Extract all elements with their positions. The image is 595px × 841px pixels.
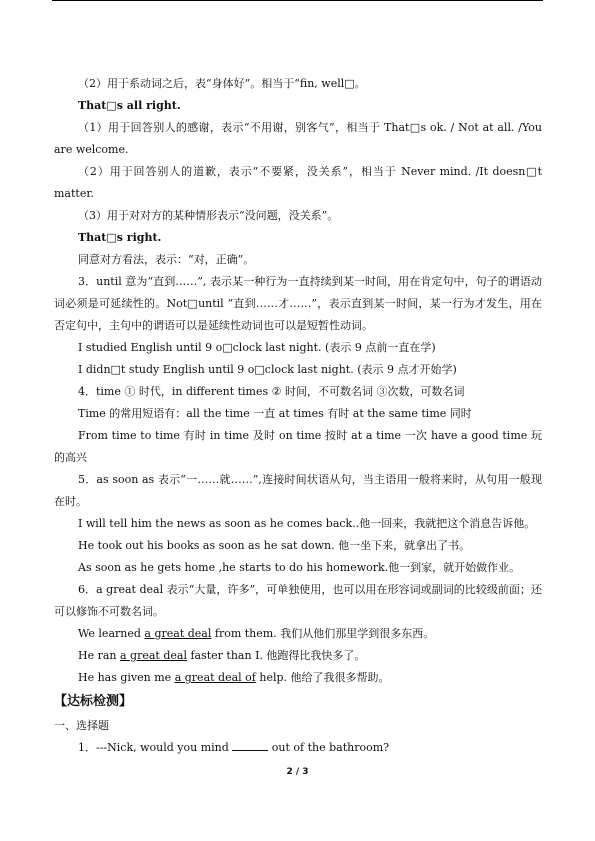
- text-paragraph: （1）用于回答别人的感谢，表示“不用谢，别客气”，相当于 That□s ok. / Not at all. /You are welcome.: [54, 121, 542, 156]
- example-sentence: [54, 645, 542, 667]
- sentence-start: He ran: [78, 649, 117, 662]
- question-text: 1．---Nick, would you mind: [78, 741, 229, 754]
- underlined-phrase: a great deal: [144, 627, 212, 640]
- sentence-start: We learned: [78, 627, 141, 640]
- text-line: 4．time ① 时代，in different times ② 时间，不可数名词 ③次数，可数名词: [78, 385, 465, 398]
- page-number: 2 / 3: [286, 767, 309, 777]
- example-sentence: As soon as he gets home ,he starts to do his homework.他一到家，就开始做作业。: [78, 561, 521, 574]
- sentence-end: faster than I. 他跑得比我快多了。: [190, 649, 366, 662]
- sentence-start: He has given me: [78, 671, 172, 684]
- heading-thats-all-right: That□s all right.: [78, 99, 181, 112]
- page-top-rule: [52, 0, 543, 1]
- underlined-phrase: a great deal of: [174, 671, 256, 684]
- example-sentence: I studied English until 9 o□clock last night. (表示 9 点前一直在学): [78, 341, 436, 354]
- text-paragraph: 5．as soon as 表示“一……就……”,连接时间状语从句，当主语用一般将来时，从句用一般现在时。: [54, 473, 542, 508]
- text-line: 同意对方看法，表示：“对，正确”。: [78, 253, 255, 266]
- heading-thats-right: That□s right.: [78, 231, 162, 244]
- text-line: （3）用于对对方的某种情形表示“没问题，没关系”。: [78, 209, 339, 222]
- example-sentence: [54, 667, 542, 689]
- text-paragraph: （2）用于回答别人的道歉，表示“不要紧，没关系”，相当于 Never mind. /It doesn□t matter.: [54, 165, 542, 200]
- example-sentence: He took out his books as soon as he sat down. 他一坐下来，就拿出了书。: [78, 539, 471, 552]
- example-sentence: I will tell him the news as soon as he comes back..他一回来，我就把这个消息告诉他。: [78, 517, 536, 530]
- underlined-phrase: a great deal: [120, 649, 187, 662]
- section-heading: 【达标检测】: [54, 694, 133, 709]
- sentence-end: from them. 我们从他们那里学到很多东西。: [214, 627, 435, 640]
- question-item: [54, 737, 542, 759]
- answer-blank[interactable]: [232, 738, 268, 751]
- text-line: Time 的常用短语有：all the time 一直 at times 有时 at the same time 同时: [78, 407, 472, 420]
- example-sentence: [54, 623, 542, 645]
- text-paragraph: 3．until 意为“直到……”, 表示某一种行为一直持续到某一时间，用在肯定句中，句子的谓语动词必须是可延续性的。Not□until “直到……才……”，表示直到某一时间，某一行为才发生，用在否定句中，主句中的谓语可以是延续性动词也可以是短暂性动词。: [54, 275, 542, 332]
- text-line: （2）用于系动词之后，表“身体好”。相当于“fin, well□。: [78, 77, 366, 90]
- subsection-heading: 一、选择题: [54, 719, 109, 732]
- text-paragraph: 6．a great deal 表示“大量，许多”，可单独使用，也可以用在形容词或副词的比较级前面；还可以修饰不可数名词。: [54, 583, 542, 618]
- sentence-end: help. 他给了我很多帮助。: [259, 671, 390, 684]
- text-paragraph: From time to time 有时 in time 及时 on time 按时 at a time 一次 have a good time 玩的高兴: [54, 429, 542, 464]
- document-body: [54, 73, 542, 759]
- question-text-end: out of the bathroom?: [271, 741, 390, 754]
- example-sentence: I didn□t study English until 9 o□clock last night. (表示 9 点才开始学): [78, 363, 457, 376]
